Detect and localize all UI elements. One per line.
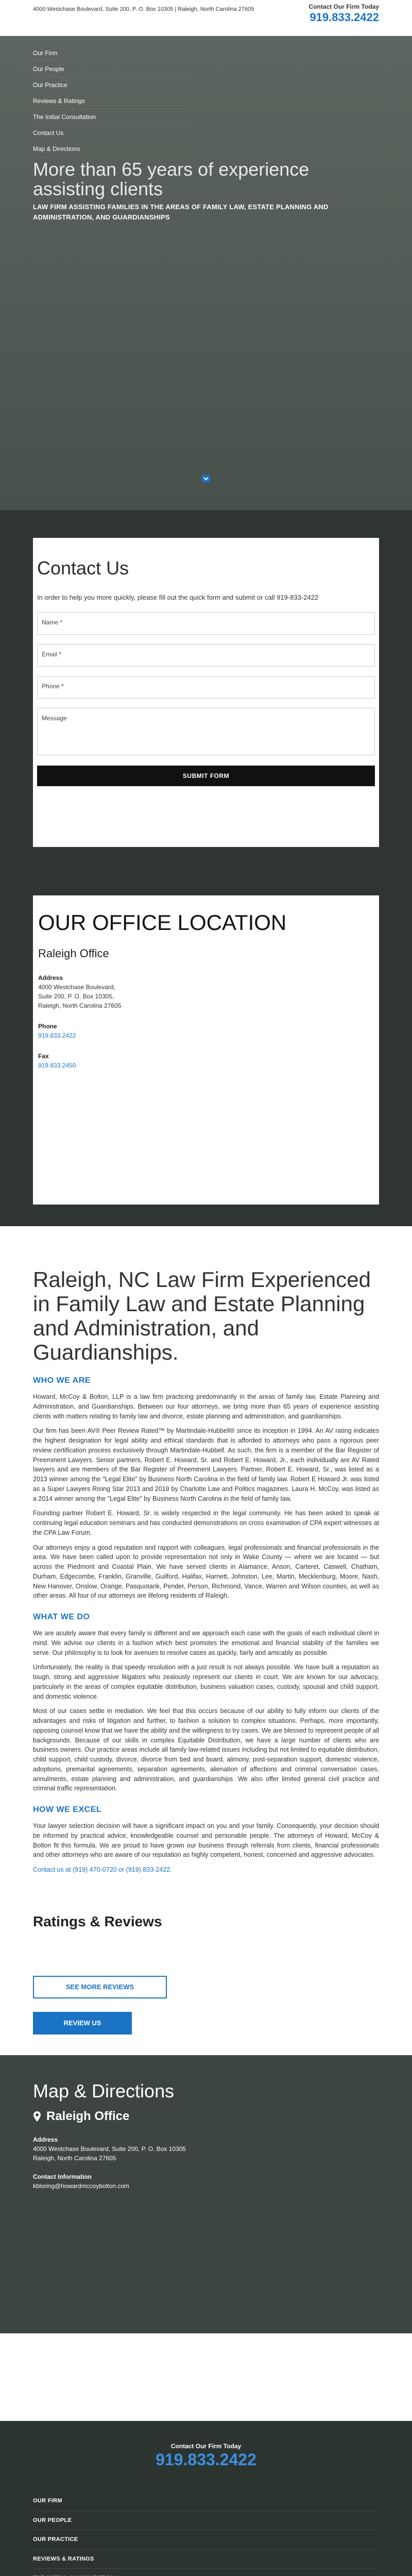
- what-paragraph-1: We are acutely aware that every family is different and we approach each case with the goals of each individual client in mind. We advise our clients in a fashion which best promotes the emotional and financial stability of the families we serve. Our philosophy is to look for avenues to resolve cases as quickly, fairly and amicably as possible.: [33, 1630, 379, 1656]
- email-field[interactable]: Email *: [37, 644, 375, 667]
- top-address: 4000 Westchase Boulevard, Suite 200, P. O. Box 10305 | Raleigh, North Carolina 27605: [33, 6, 254, 12]
- map-office-name: Raleigh Office: [46, 2109, 130, 2124]
- top-bar: [0, 0, 412, 36]
- map-address: 4000 Westchase Boulevard, Suite 200, P. O. Box 10305: [33, 2145, 186, 2153]
- contact-intro: In order to help you more quickly, please fill out the quick form and submit or call 919-833-2422: [37, 594, 319, 601]
- footer-call-label: Contact Our Firm Today: [170, 2442, 242, 2450]
- footer-call-block: [33, 2442, 379, 2469]
- contact-phones-link[interactable]: Contact us at (919) 470-0720 or (919) 833-2422.: [33, 1866, 172, 1874]
- see-more-reviews-button[interactable]: SEE MORE REVIEWS: [33, 1976, 167, 1998]
- what-paragraph-2: Unfortunately, the reality is that speedy resolution with a just result is not always possible. We have built a reputation as tough, strong and aggressive litigators who zealously represent our clients in court. We are known for our advocacy, particularly in the areas of complex equitable distribution, business valuation cases, custody, spousal and child support, and domestic violence.: [33, 1664, 379, 1700]
- nav-item-consultation[interactable]: The Initial Consultation: [33, 109, 187, 125]
- contact-form: [33, 538, 379, 847]
- how-heading: HOW WE EXCEL: [33, 1805, 102, 1815]
- map-title: Map & Directions: [33, 2080, 175, 2102]
- map-pin-icon: [33, 2111, 41, 2122]
- office-fax-link[interactable]: 919.833.2450: [38, 1062, 76, 1070]
- about-title: Raleigh, NC Law Firm Experienced in Family Law and Estate Planning and Administration, and Guardianships.: [33, 1267, 371, 1365]
- what-heading: WHAT WE DO: [33, 1613, 90, 1622]
- who-paragraph-4: Our attorneys enjoy a good reputation and rapport with colleagues, legal professionals and financial professionals in the area. We have been called upon to provide representation not only in Wake County — where we are located — but across the Piedmont and Coastal Plain. We have served clients in Alamance, Anson, Carteret, Caswell, Chatham, Durham, Edgecombe, Franklin, Granville, Guilford, Halifax, Harnett, Johnston, Lee, Martin, Mecklenburg, Moore, Nash, New Hanover, Onslow, Orange, Pasquotank, Pender, Person, Richmond, Vance, Warren and Wilson counties, as well as other areas. All four of our attorneys are lifelong residents of Raleigh.: [33, 1544, 379, 1600]
- office-address-line3: Raleigh, North Carolina 27605: [38, 1002, 122, 1010]
- office-box: [33, 895, 379, 1205]
- scroll-down-icon[interactable]: [202, 475, 210, 482]
- hero-title: More than 65 years of experience assisting clients: [33, 159, 310, 199]
- footer-nav-reviews[interactable]: REVIEWS & RATINGS: [33, 2550, 379, 2569]
- review-us-button[interactable]: REVIEW US: [33, 2012, 132, 2035]
- office-fax-label: Fax: [38, 1053, 49, 1060]
- ratings-title: Ratings & Reviews: [33, 1913, 162, 1929]
- footer: [0, 2421, 412, 2576]
- nav-item-our-people[interactable]: Our People: [33, 61, 187, 77]
- nav-item-contact[interactable]: Contact Us: [33, 125, 187, 141]
- phone-field[interactable]: Phone *: [37, 676, 375, 699]
- map-office-heading: [33, 2107, 379, 2126]
- footer-nav: [33, 2492, 379, 2576]
- hero-section: [0, 36, 412, 510]
- section-spacer: [0, 2333, 412, 2421]
- message-field[interactable]: Message: [37, 708, 375, 755]
- footer-phone-link[interactable]: 919.833.2422: [156, 2450, 256, 2469]
- office-city: Raleigh Office: [38, 947, 109, 960]
- ratings-section: [0, 1895, 412, 2055]
- office-address-line2: Suite 200, P. O. Box 10305,: [38, 993, 114, 1001]
- who-paragraph-2: Our firm has been AV® Peer Review Rated™ by Martindale-Hubbell® since its inception in 1994. An AV rating indicates the highest designation for legal ability and ethical standards that is afforded to attorneys who pass a rigorous peer review certification process exclusively through Martindale-Hubbell. As such, the firm is a member of the Bar Register of Preeminent Lawyers. Senior partners, Robert E. Howard, Sr. and Robert E. Howard, Jr., each individually are AV Rated lawyers and are members of the Bar Register of Preeminent Lawyers. Partner, Robert E. Howard, Sr., was listed as a 2013 winner among the "Legal Elite" by Business North Carolina in the field of family law. Robert E Howard Jr. was listed as a Super Lawyers Rising Star 2013 and 2019 by Charlotte Law and Politics magazines. Laura H. McCoy, was listed as a 2014 winner among the "Legal Elite" by Business North Carolina in the field of family law.: [33, 1427, 379, 1502]
- footer-nav-our-firm[interactable]: OUR FIRM: [33, 2492, 379, 2511]
- map-city: Raleigh, North Carolina 27605: [33, 2155, 116, 2162]
- top-call-label: Contact Our Firm Today: [308, 3, 379, 10]
- map-contact-label: Contact Information: [33, 2173, 92, 2181]
- top-call-block: [309, 2, 379, 24]
- map-email-wrap: [33, 2181, 379, 2191]
- top-phone-link[interactable]: 919.833.2422: [310, 11, 379, 24]
- office-section: [0, 881, 412, 1226]
- map-directions-section: [0, 2055, 412, 2333]
- office-phone-link[interactable]: 919.833.2422: [38, 1032, 76, 1040]
- office-title: OUR OFFICE LOCATION: [38, 910, 287, 935]
- who-heading: WHO WE ARE: [33, 1376, 91, 1385]
- what-paragraph-3: Most of our cases settle in mediation. We feel that this occurs because of our ability to fully inform our clients of the advantages and risks of litigation and further, to fashion a solution to complex situations. Perhaps, more importantly, opposing counsel know that we have the ability and the willingness to try cases. We are blessed to represent people of all backgrounds. Because of our skills in complex Equitable Distribution, we have a large number of clients who are business owners. Our practice areas include all family law-related issues including but not limited to equitable distribution, child support, child custody, divorce, divorce from bed and board, alimony, post-separation support, domestic violence, adoptions, premarital agreements, separation agreements, alienation of affections and criminal conversation cases, annulments, estate planning and administration, and guardianships. We also offer limited general civil practice and criminal traffic representation.: [33, 1707, 379, 1792]
- nav-item-our-firm[interactable]: Our Firm: [33, 45, 187, 61]
- map-email-link[interactable]: kbloring@howardmccoybolton.com: [33, 2182, 129, 2190]
- map-address-label: Address: [33, 2136, 58, 2144]
- how-paragraph-2: [33, 1865, 379, 1875]
- office-address-label: Address: [38, 974, 63, 982]
- who-paragraph-1: Howard, McCoy & Bolton, LLP is a law firm practicing predominantly in the areas of family law, Estate Planning and Administration, and Guardianships. Between our four attorneys, we bring more than 65 years of experience assisting clients with matters relating to family law and divorce, estate planning and administration, and guardianships.: [33, 1393, 379, 1420]
- nav-item-our-practice[interactable]: Our Practice: [33, 77, 187, 93]
- main-nav: [33, 45, 187, 157]
- about-section: [0, 1226, 412, 1895]
- name-field[interactable]: Name *: [37, 612, 375, 635]
- footer-nav-our-people[interactable]: OUR PEOPLE: [33, 2511, 379, 2531]
- footer-nav-consultation[interactable]: [33, 2569, 379, 2576]
- footer-nav-our-practice[interactable]: OUR PRACTICE: [33, 2530, 379, 2550]
- contact-title: Contact Us: [37, 557, 129, 579]
- office-phone-label: Phone: [38, 1023, 57, 1030]
- how-paragraph-1: Your lawyer selection decision will have a significant impact on you and your family. Consequently, your decision should be informed by practical advice, knowledgeable counsel and personable people. The attorneys of Howard, McCoy & Bolton fit this formula. We are proud to have grown our business through referrals from clients, financial professionals and other attorneys who are aware of our reputation as highly competent, honest, concerned and aggressive advocates.: [33, 1822, 379, 1859]
- who-paragraph-3: Founding partner Robert E. Howard, Sr. is widely respected in the legal community. He has been asked to speak at continuing legal education seminars and has conducted demonstrations on cross examination of CPA expert witnesses at the CPA Law Forum.: [33, 1510, 379, 1536]
- office-address-line1: 4000 Westchase Boulevard,: [38, 984, 115, 991]
- nav-item-map[interactable]: Map & Directions: [33, 141, 187, 157]
- nav-item-reviews[interactable]: Reviews & Ratings: [33, 93, 187, 109]
- hero-subtitle: LAW FIRM ASSISTING FAMILIES IN THE AREAS OF FAMILY LAW, ESTATE PLANNING AND ADMINISTRATION, AND GUARDIANSHIPS: [33, 203, 329, 221]
- contact-section: [0, 510, 412, 881]
- submit-button[interactable]: SUBMIT FORM: [37, 766, 375, 786]
